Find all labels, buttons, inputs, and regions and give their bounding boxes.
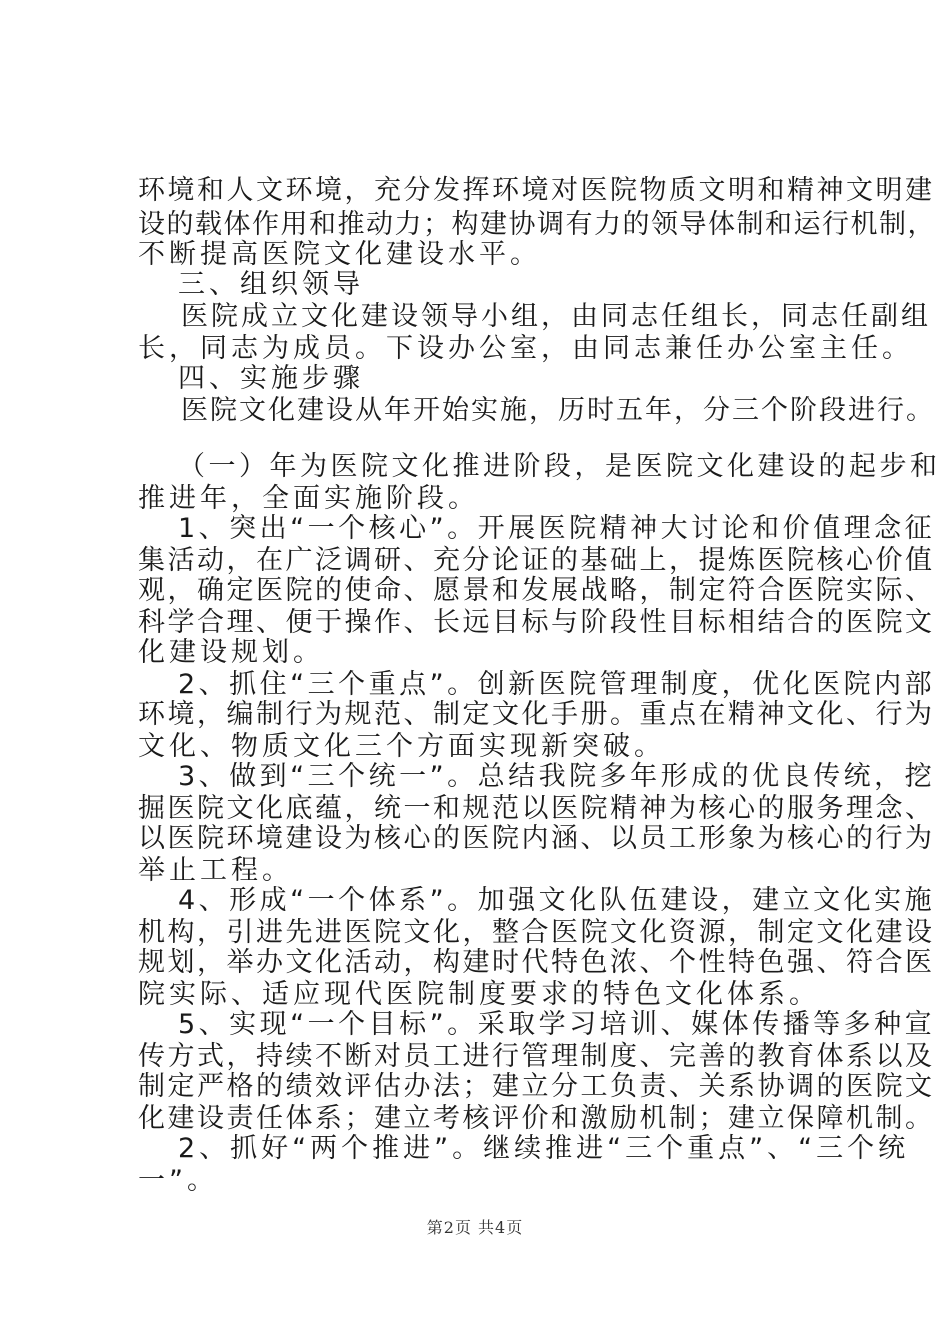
section-heading: 四、实施步骤: [178, 363, 364, 394]
text-line: 2、抓住“三个重点”。创新医院管理制度，优化医院内部: [178, 669, 936, 700]
page-number-footer: 第2页 共4页: [426, 1218, 524, 1237]
text-line: 医院文化建设从年开始实施，历时五年，分三个阶段进行。: [181, 395, 935, 426]
section-heading: 三、组织领导: [178, 269, 364, 300]
text-line: 长，同志为成员。下设办公室，由同志兼任办公室主任。: [138, 333, 913, 364]
text-line: 举止工程。: [138, 855, 293, 886]
text-line: 医院成立文化建设领导小组，由同志任组长，同志任副组: [181, 301, 931, 332]
text-line: 推进年，全面实施阶段。: [138, 483, 479, 514]
text-line: 5、实现“一个目标”。采取学习培训、媒体传播等多种宣: [178, 1009, 936, 1040]
text-line: 3、做到“三个统一”。总结我院多年形成的优良传统，挖: [178, 761, 936, 792]
text-line: 环境，编制行为规范、制定文化手册。重点在精神文化、行为: [138, 699, 935, 730]
text-line: 院实际、适应现代医院制度要求的特色文化体系。: [138, 979, 820, 1010]
text-line: 化建设责任体系；建立考核评价和激励机制；建立保障机制。: [138, 1103, 935, 1134]
text-line: 机构，引进先进医院文化，整合医院文化资源，制定文化建设: [138, 917, 935, 948]
text-line: 规划，举办文化活动，构建时代特色浓、个性特色强、符合医: [138, 947, 935, 978]
text-line: 环境和人文环境，充分发挥环境对医院物质文明和精神文明建: [138, 175, 935, 206]
text-line: 观，确定医院的使命、愿景和发展战略，制定符合医院实际、: [138, 575, 935, 606]
text-line: 以医院环境建设为核心的医院内涵、以员工形象为核心的行为: [138, 823, 935, 854]
text-line: 集活动，在广泛调研、充分论证的基础上，提炼医院核心价值: [138, 545, 935, 576]
text-line: 2、抓好“两个推进”。继续推进“三个重点”、“三个统: [178, 1133, 910, 1164]
text-line: 一”。: [138, 1165, 218, 1196]
text-line: 制定严格的绩效评估办法；建立分工负责、关系协调的医院文: [138, 1071, 935, 1102]
text-line: （一）年为医院文化推进阶段，是医院文化建设的起步和: [178, 451, 941, 482]
text-line: 化建设规划。: [138, 637, 324, 668]
text-line: 4、形成“一个体系”。加强文化队伍建设，建立文化实施: [178, 885, 936, 916]
text-line: 设的载体作用和推动力；构建协调有力的领导体制和运行机制，: [138, 209, 936, 240]
text-line: 不断提高医院文化建设水平。: [138, 239, 541, 270]
text-line: 传方式，持续不断对员工进行管理制度、完善的教育体系以及: [138, 1041, 935, 1072]
text-line: 掘医院文化底蕴，统一和规范以医院精神为核心的服务理念、: [138, 793, 935, 824]
text-line: 1、突出“一个核心”。开展医院精神大讨论和价值理念征: [178, 513, 936, 544]
text-line: 文化、物质文化三个方面实现新突破。: [138, 731, 665, 762]
text-line: 科学合理、便于操作、长远目标与阶段性目标相结合的医院文: [138, 607, 935, 638]
